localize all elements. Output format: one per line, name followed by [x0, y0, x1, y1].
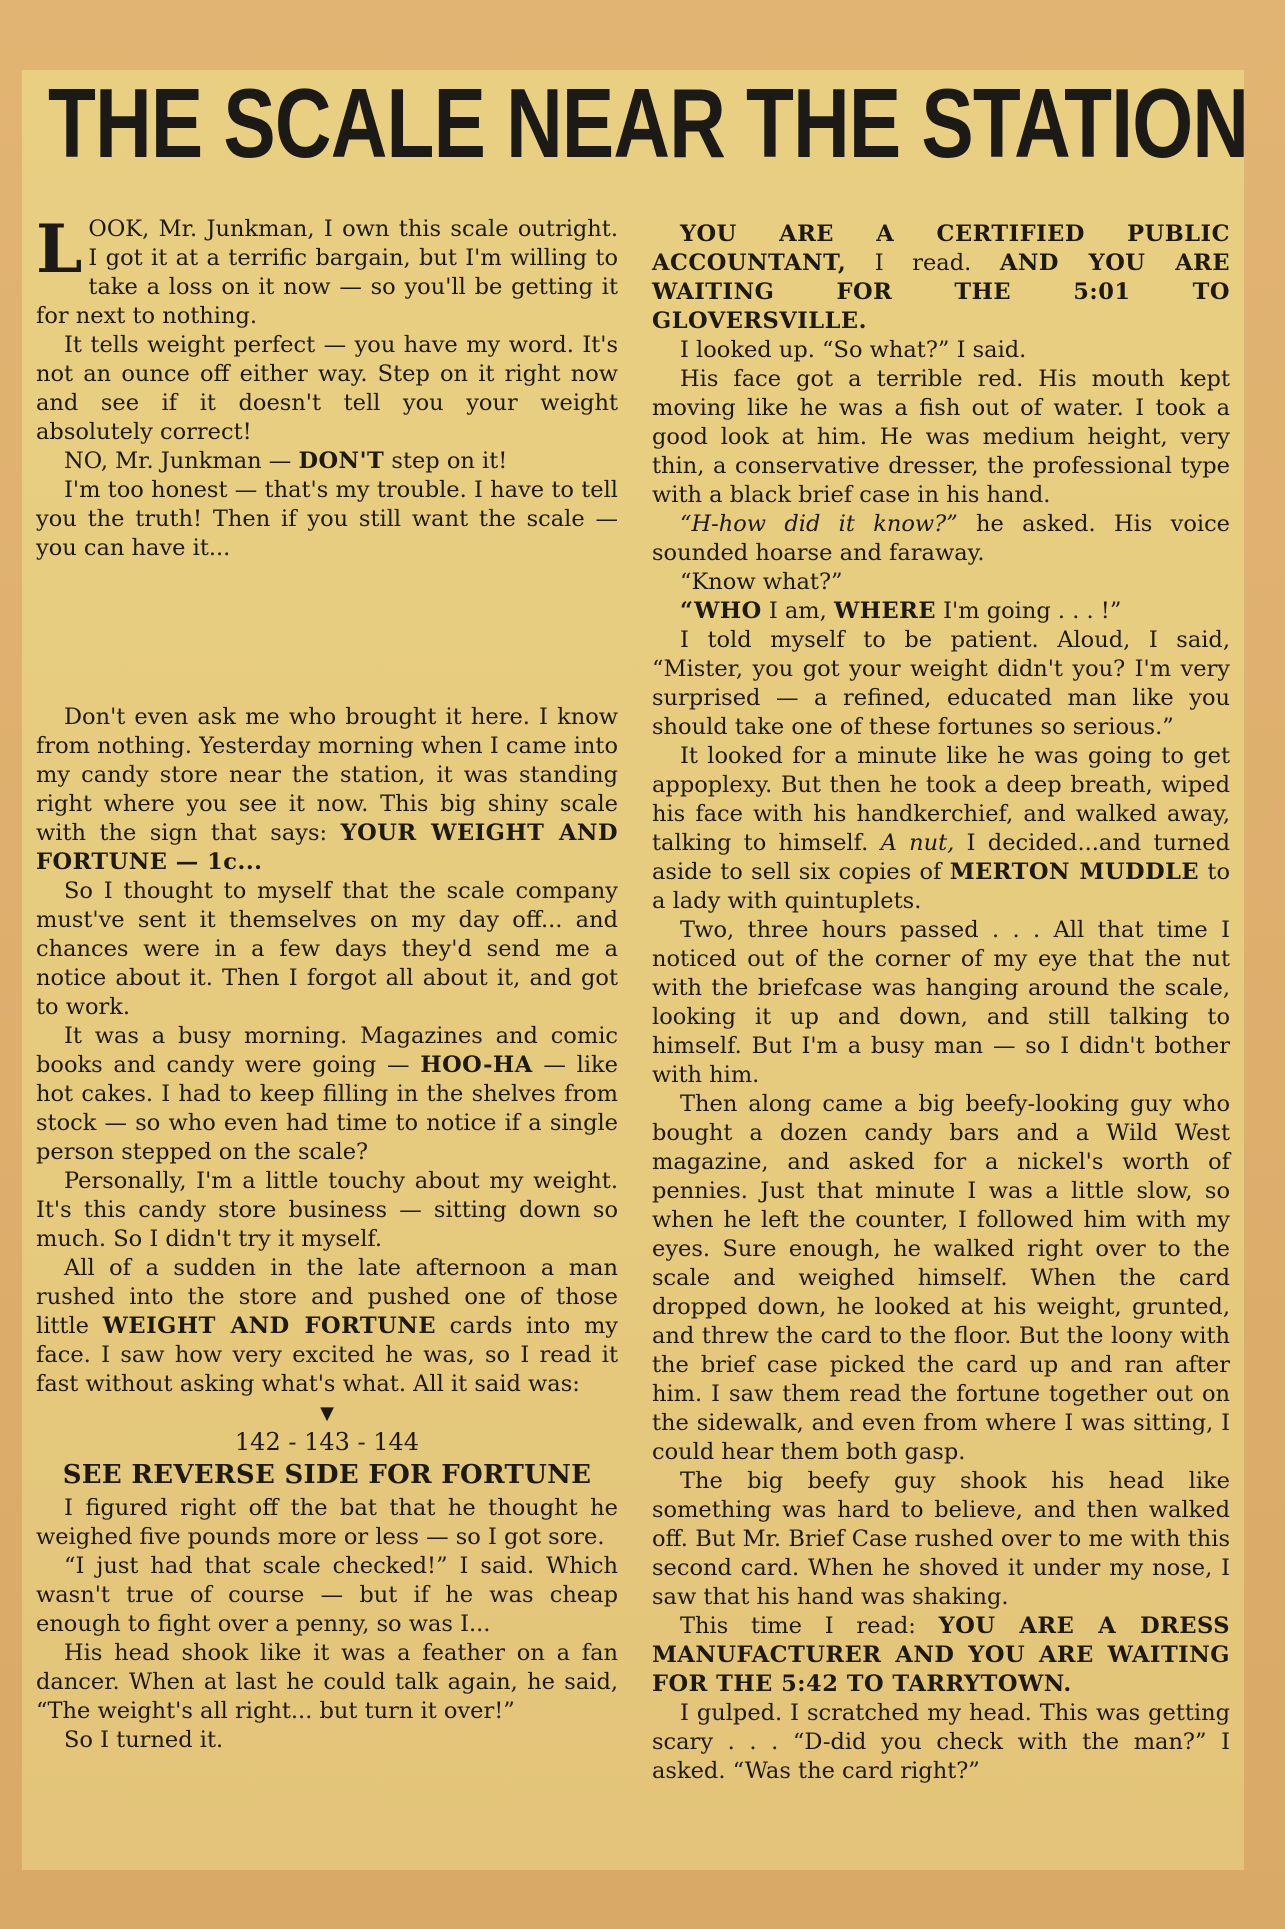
left-column — [36, 210, 619, 1865]
story-paragraph-r4: “H-how did it know?” he asked. His voice sounded hoarse and faraway. — [652, 511, 1230, 566]
blank-gap — [36, 563, 618, 703]
intro-paragraph-2: It tells weight perfect — you have my word. It's not an ounce off either way. Step on it right now and see if it doesn't tell you your weight absolutely correct! — [36, 332, 618, 445]
story-title: THE SCALE NEAR THE STATION — [48, 68, 1249, 178]
story-paragraph-r10: Then along came a big beefy-looking guy who bought a dozen candy bars and a Wild West magazine, and asked for a nickel's worth of pennies. Just that minute I was a little slow, so when he left the counter, I followed him with my eyes. Sure enough, he walked right over to the scale and weighed himself. When the card dropped down, he looked at his weight, grunted, and threw the card to the floor. But the loony with the brief case picked the card up and ran after him. I saw them read the fortune together out on the sidewalk, and even from where I was sitting, I could hear them both gasp. — [652, 1091, 1230, 1465]
drop-cap: L — [36, 210, 83, 288]
story-paragraph-r11: The big beefy guy shook his head like something was hard to believe, and then walked off. But Mr. Brief Case rushed over to me with this second card. When he shoved it under my nose, I saw that his hand was shaking. — [652, 1468, 1230, 1610]
story-paragraph-3: It was a busy morning. Magazines and comic books and candy were going — HOO-HA — like hot cakes. I had to keep filling in the shelves from stock — so who even had time to notice if a single person stepped on the scale? — [36, 1023, 619, 1165]
story-paragraph-r8: It looked for a minute like he was going to get appoplexy. But then he took a deep breath, wiped his face with his handkerchief, and walked away, talking to himself. A nut, I decided...and turned aside to sell six copies of MERTON MUDDLE to a lady with quintuplets. — [652, 743, 1230, 914]
right-column — [652, 220, 1230, 1860]
card-fortune-1: YOU ARE A CERTIFIED PUBLIC ACCOUNTANT, I read. AND YOU ARE WAITING FOR THE 5:01 TO GLOVERSVILLE. — [652, 221, 1230, 334]
story-paragraph-r3: His face got a terrible red. His mouth kept moving like he was a fish out of water. I took a good look at him. He was medium height, very thin, a conservative dresser, the professional type with a black brief case in his hand. — [652, 366, 1230, 508]
story-paragraph-7: “I just had that scale checked!” I said. Which wasn't true of course — but if he was cheap enough to fight over a penny, so was I... — [36, 1553, 618, 1637]
card-fortune-2: This time I read: YOU ARE A DRESS MANUFACTURER AND YOU ARE WAITING FOR THE 5:42 TO TARRYTOWN. — [652, 1613, 1230, 1697]
story-paragraph-6: I figured right off the bat that he thought he weighed five pounds more or less — so I got sore. — [36, 1495, 618, 1550]
story-paragraph-4: Personally, I'm a little touchy about my weight. It's this candy store business — sitting down so much. So I didn't try it myself. — [36, 1168, 618, 1252]
story-paragraph-r5: “Know what?” — [680, 569, 843, 595]
down-arrow-icon: ▼ — [320, 1403, 334, 1424]
intro-paragraph-4: I'm too honest — that's my trouble. I have to tell you the truth! Then if you still want the scale — you can have it... — [36, 477, 618, 561]
intro-paragraph-3: NO, Mr. Junkman — DON'T step on it! — [64, 448, 508, 474]
story-paragraph-5: All of a sudden in the late afternoon a man rushed into the store and pushed one of those little WEIGHT AND FORTUNE cards into my face. I saw how very excited he was, so I read it fast without asking what's what. All it said was: — [36, 1255, 619, 1397]
story-paragraph-2: So I thought to myself that the scale company must've sent it themselves on my day off... and chances were in a few days they'd send me a notice about it. Then I forgot all about it, and got to work. — [36, 878, 618, 1020]
story-paragraph-r9: Two, three hours passed . . . All that time I noticed out of the corner of my eye that the nut with the briefcase was hanging around the scale, looking it up and down, and still talking to himself. But I'm a busy man — so I didn't bother with him. — [652, 917, 1230, 1088]
story-paragraph-9: So I turned it. — [64, 1727, 224, 1753]
story-paragraph-r6: “WHO I am, WHERE I'm going . . . !” — [680, 598, 1122, 624]
story-paragraph-r2: I looked up. “So what?” I said. — [680, 337, 1027, 363]
story-paragraph-1: Don't even ask me who brought it here. I know from nothing. Yesterday morning when I came into my candy store near the station, it was standing right where you see it now. This big shiny scale with the sign that says: YOUR WEIGHT AND FORTUNE — 1c... — [36, 704, 619, 875]
card-reverse-notice: SEE REVERSE SIDE FOR FORTUNE — [62, 1460, 592, 1490]
story-paragraph-r7: I told myself to be patient. Aloud, I said, “Mister, you got your weight didn't you? I'm very surprised — a refined, educated man like you should take one of these fortunes so serious.” — [652, 627, 1230, 740]
card-weight-numbers: 142 - 143 - 144 — [234, 1428, 420, 1456]
intro-paragraph-1: LOOK, Mr. Junkman, I own this scale outright. I got it at a terrific bargain, but I'm willing to take a loss on it now — so you'll be getting it for next to nothing. — [36, 210, 618, 329]
story-paragraph-8: His head shook like it was a feather on a fan dancer. When at last he could talk again, he said, “The weight's all right... but turn it over!” — [36, 1640, 618, 1724]
story-paragraph-r13: I gulped. I scratched my head. This was getting scary . . . “D-did you check with the man?” I asked. “Was the card right?” — [652, 1700, 1230, 1784]
